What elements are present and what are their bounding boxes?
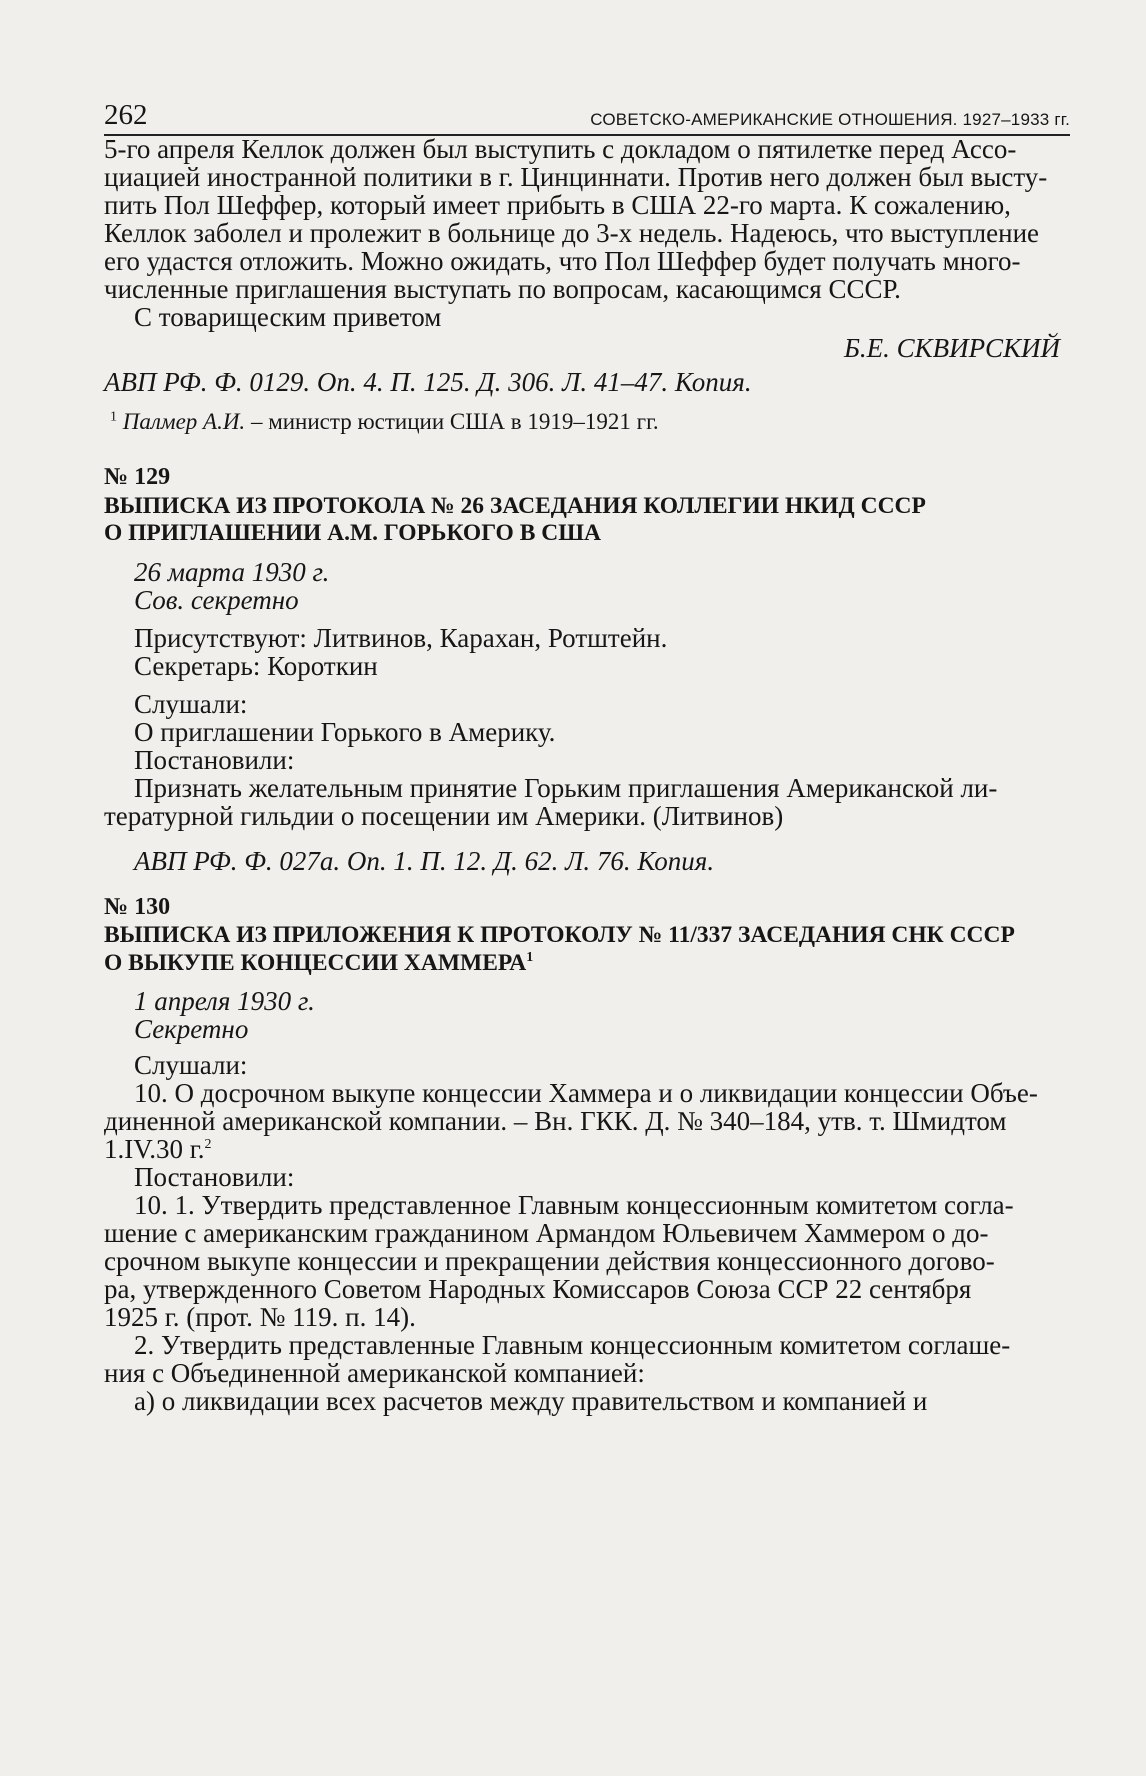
document-title: ВЫПИСКА ИЗ ПРОТОКОЛА № 26 ЗАСЕДАНИЯ КОЛЛЕГИИ НКИД СССР xyxy=(104,493,926,519)
letter-line: пить Пол Шеффер, который имеет прибыть в США 22-го марта. К сожалению, xyxy=(104,190,1011,220)
document-number: № 130 xyxy=(104,894,171,920)
heard-label: Слушали: xyxy=(134,1050,248,1080)
letter-line: циацией иностранной политики в г. Цинциннати. Против него должен был высту- xyxy=(104,162,1048,192)
resolution-paragraph: 10. 1. Утвердить представленное Главным концессионным комитетом согла- xyxy=(134,1190,1014,1220)
heard-text xyxy=(104,1134,212,1165)
resolution-paragraph: ния с Объединенной американской компанией: xyxy=(104,1358,645,1388)
signature: Б.Е. СКВИРСКИЙ xyxy=(843,333,1060,363)
letter-line: численные приглашения выступать по вопросам, касающимся СССР. xyxy=(104,274,901,304)
footnote-mark: 1 xyxy=(526,950,534,966)
letter-line: Келлок заболел и пролежит в больнице до 3-х недель. Надеюсь, что выступление xyxy=(104,218,1040,248)
resolution-paragraph: срочном выкупе концессии и прекращении действия концессионного догово- xyxy=(104,1246,995,1276)
resolved-text: Признать желательным принятие Горьким приглашения Американской ли- xyxy=(134,773,998,803)
heard-text: О приглашении Горького в Америку. xyxy=(134,717,556,747)
footnote-name: Палмер А.И. xyxy=(122,409,246,434)
heard-label: Слушали: xyxy=(134,689,248,719)
resolved-label: Постановили: xyxy=(134,1162,295,1192)
resolved-text: тературной гильдии о посещении им Америки. (Литвинов) xyxy=(104,801,784,831)
letter-line: 5-го апреля Келлок должен был выступить с докладом о пятилетке перед Ассо- xyxy=(104,134,1017,164)
classification: Сов. секретно xyxy=(134,585,299,615)
resolution-paragraph: ра, утвержденного Советом Народных Комиссаров Союза ССР 22 сентября xyxy=(104,1274,972,1304)
resolution-paragraph: шение с американским гражданином Армандом Юльевичем Хаммером о до- xyxy=(104,1218,989,1248)
document-number: № 129 xyxy=(104,464,171,490)
resolution-paragraph: а) о ликвидации всех расчетов между правительством и компанией и xyxy=(134,1386,928,1416)
title-text: О ВЫКУПЕ КОНЦЕССИИ ХАММЕРА xyxy=(104,950,527,976)
document-date: 26 марта 1930 г. xyxy=(134,557,330,587)
document-title: О ПРИГЛАШЕНИИ А.М. ГОРЬКОГО В США xyxy=(104,520,602,546)
document-title: ВЫПИСКА ИЗ ПРИЛОЖЕНИЯ К ПРОТОКОЛУ № 11/337 ЗАСЕДАНИЯ СНК СССР xyxy=(104,922,1015,948)
document-title xyxy=(104,950,533,977)
letter-line: его удастся отложить. Можно ожидать, что Пол Шеффер будет получать много- xyxy=(104,246,1021,276)
secretary: Секретарь: Короткин xyxy=(134,651,378,681)
heard-text: диненной американской компании. – Вн. ГКК. Д. № 340–184, утв. т. Шмидтом xyxy=(104,1106,1007,1136)
footnote-text: – министр юстиции США в 1919–1921 гг. xyxy=(245,409,659,434)
heard-text: 10. О досрочном выкупе концессии Хаммера и о ликвидации концессии Объе- xyxy=(134,1078,1038,1108)
running-title: СОВЕТСКО-АМЕРИКАНСКИЕ ОТНОШЕНИЯ. 1927–1933 гг. xyxy=(590,110,1070,129)
resolution-paragraph: 2. Утвердить представленные Главным концессионным комитетом соглаше- xyxy=(134,1330,1011,1360)
resolution-paragraph: 1925 г. (прот. № 119. п. 14). xyxy=(104,1302,416,1332)
text-column xyxy=(104,0,1070,1776)
letter-closing: С товарищеским приветом xyxy=(134,302,442,332)
footnote xyxy=(110,409,659,435)
archive-reference: АВП РФ. Ф. 0129. Оп. 4. П. 125. Д. 306. Л. 41–47. Копия. xyxy=(104,367,752,397)
footnote-mark: 1 xyxy=(110,409,117,425)
document-date: 1 апреля 1930 г. xyxy=(134,986,315,1016)
classification: Секретно xyxy=(134,1014,249,1044)
present-list: Присутствуют: Литвинов, Карахан, Ротштейн. xyxy=(134,623,668,653)
footnote-mark: 2 xyxy=(204,1137,212,1152)
archive-reference: АВП РФ. Ф. 027а. Оп. 1. П. 12. Д. 62. Л. 76. Копия. xyxy=(134,846,715,876)
heard-text-end: 1.IV.30 г. xyxy=(104,1134,205,1164)
page-number: 262 xyxy=(104,99,148,131)
resolved-label: Постановили: xyxy=(134,745,295,775)
